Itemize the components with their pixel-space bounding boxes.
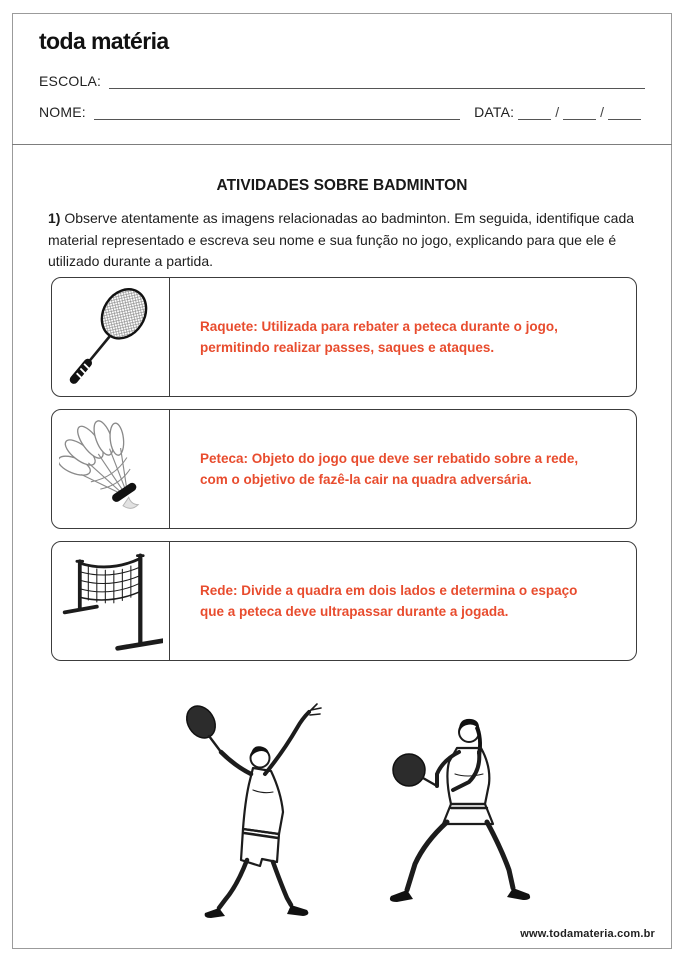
date-year-blank bbox=[608, 104, 641, 120]
page-title: ATIVIDADES SOBRE BADMINTON bbox=[216, 177, 468, 194]
date-day-blank bbox=[518, 104, 551, 120]
name-date-field-row bbox=[39, 104, 645, 120]
school-label: ESCOLA: bbox=[39, 73, 102, 89]
racket-answer-text-area bbox=[170, 278, 636, 396]
racket-answer-text: Raquete: Utilizada para rebater a peteca durante o jogo, permitindo realizar passes, saques e ataques. bbox=[200, 318, 558, 355]
date-label: DATA: bbox=[474, 104, 515, 120]
question-text: Observe atentamente as imagens relacionadas ao badminton. Em seguida, identifique cada material representado e escreva seu nome e sua função no jogo, explicando para que ele é utilizado durante a partida. bbox=[48, 210, 635, 269]
shuttlecock-icon bbox=[52, 410, 170, 528]
male-player-serving-illustration bbox=[161, 694, 341, 920]
shuttlecock-answer-text: Peteca: Objeto do jogo que deve ser rebatido sobre a rede, com o objetivo de fazê-la cair na quadra adversária. bbox=[200, 450, 579, 487]
shuttlecock-answer-text-area bbox=[170, 410, 636, 528]
racket-answer-box bbox=[51, 277, 637, 397]
shuttlecock-answer-box bbox=[51, 409, 637, 529]
female-player-ready-illustration bbox=[381, 708, 549, 920]
badminton-players-illustration bbox=[161, 694, 549, 920]
date-separator: / bbox=[555, 104, 560, 120]
school-blank-line bbox=[109, 73, 645, 89]
net-answer-text: Rede: Divide a quadra em dois lados e determina o espaço que a peteca deve ultrapassar durante a jogada. bbox=[200, 582, 578, 619]
name-blank-line bbox=[94, 104, 460, 120]
name-label: NOME: bbox=[39, 104, 86, 120]
badminton-net-icon bbox=[52, 542, 170, 660]
footer-website-url: www.todamateria.com.br bbox=[520, 928, 655, 940]
toda-materia-logo: toda matéria bbox=[39, 28, 169, 54]
date-separator: / bbox=[600, 104, 604, 120]
question-1 bbox=[48, 208, 648, 273]
question-number: 1) bbox=[48, 210, 61, 226]
badminton-racket-icon bbox=[52, 278, 170, 396]
net-answer-box bbox=[51, 541, 637, 661]
worksheet-page bbox=[12, 13, 672, 949]
date-month-blank bbox=[563, 104, 596, 120]
net-answer-text-area bbox=[170, 542, 636, 660]
school-field-row bbox=[39, 73, 645, 89]
header-divider bbox=[12, 144, 672, 145]
